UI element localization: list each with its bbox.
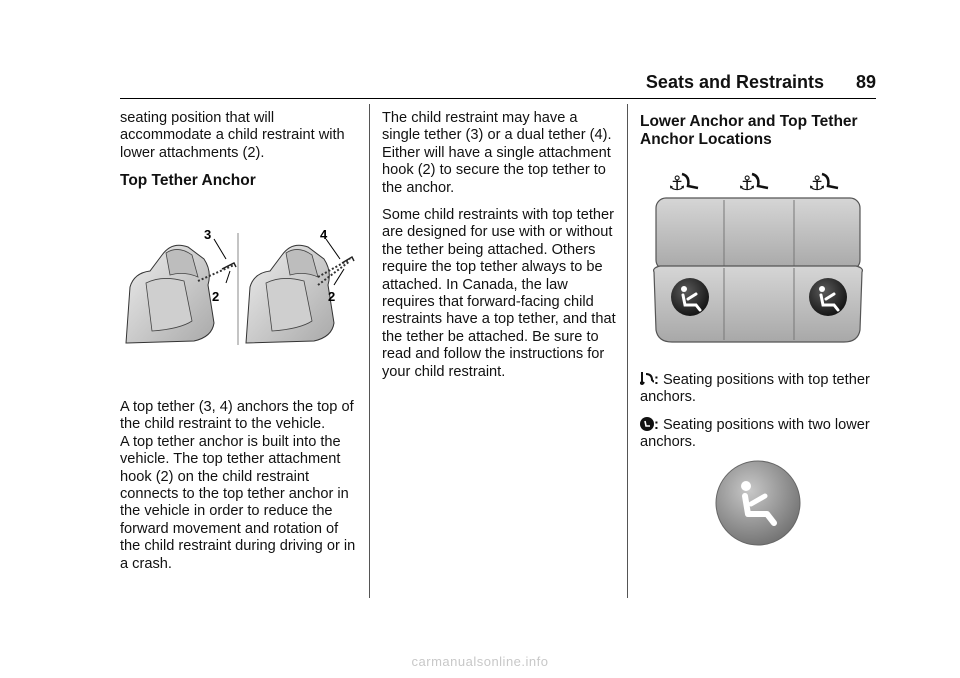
column-divider-1 — [369, 104, 370, 598]
lower-anchor-icon — [640, 417, 654, 431]
column-2 — [382, 110, 618, 391]
column-1 — [120, 110, 360, 190]
watermark: carmanualsonline.info — [411, 654, 549, 669]
page-number: 89 — [855, 72, 876, 92]
column-1-lower — [120, 399, 360, 583]
lower-anchor-icon-right — [809, 278, 847, 316]
section-title: Seats and Restraints — [645, 72, 824, 92]
col1-paragraph-3: A top tether anchor is built into the vehicle. The top tether attachment hook (2) on the child restraint connects to the top tether anchor in the vehicle in order to reduce the forward movement and rotation of the child restraint during driving or in a crash. — [120, 433, 356, 572]
anchor-locations-heading: Lower Anchor and Top Tether Anchor Locations — [640, 113, 858, 148]
symbol-legend — [640, 370, 876, 462]
col2-paragraph-1: The child restraint may have a single tether (3) or a dual tether (4). Either will have a single attachment hook (2) to secure the top tether to the anchor. — [382, 110, 612, 196]
legend-lower-sep: : — [654, 416, 659, 433]
lower-anchor-symbol-large — [715, 460, 801, 546]
legend-tether — [640, 370, 876, 407]
seat-back — [656, 198, 860, 270]
tether-anchor-icon-left — [668, 171, 698, 195]
col2-paragraph-2: Some child restraints with top tether are designed for use with or without the tether being attached. Others require the top tether always to be attached. In Canada, the law requires that forward-facing child restraints have a top tether, and that the tether be attached. Be sure to read and follow the instructions for your child restraint. — [382, 207, 616, 380]
legend-tether-sep: : — [654, 372, 659, 388]
callout-2-right: 2 — [328, 289, 336, 304]
callout-2-left: 2 — [212, 289, 220, 304]
tether-anchor-icon-right — [808, 171, 838, 195]
col1-paragraph-2: A top tether (3, 4) anchors the top of the child restraint to the vehicle. — [120, 399, 354, 433]
child-seat-right — [246, 239, 354, 343]
tether-anchor-icon-center — [738, 171, 768, 195]
svg-text:⚓: ⚓ — [668, 171, 686, 195]
legend-tether-text: Seating positions with top tether anchors. — [640, 372, 870, 406]
column-divider-2 — [627, 104, 628, 598]
callout-3: 3 — [204, 227, 212, 242]
top-tether-illustration — [122, 225, 362, 350]
child-seat-left — [126, 239, 236, 343]
lower-anchor-icon-left — [671, 278, 709, 316]
column-3 — [640, 110, 876, 149]
svg-text:⚓: ⚓ — [738, 171, 756, 195]
page-header — [120, 72, 876, 99]
legend-lower-text: Seating positions with two lower anchors. — [640, 416, 870, 451]
top-tether-anchor-heading: Top Tether Anchor — [120, 172, 256, 190]
rear-seat-illustration — [652, 168, 864, 352]
callout-4: 4 — [320, 227, 328, 242]
tether-anchor-icon — [640, 370, 654, 386]
legend-lower — [640, 417, 876, 452]
col1-paragraph-1: seating position that will accommodate a child restraint with lower attachments (2). — [120, 110, 345, 161]
svg-text:⚓: ⚓ — [808, 171, 826, 195]
